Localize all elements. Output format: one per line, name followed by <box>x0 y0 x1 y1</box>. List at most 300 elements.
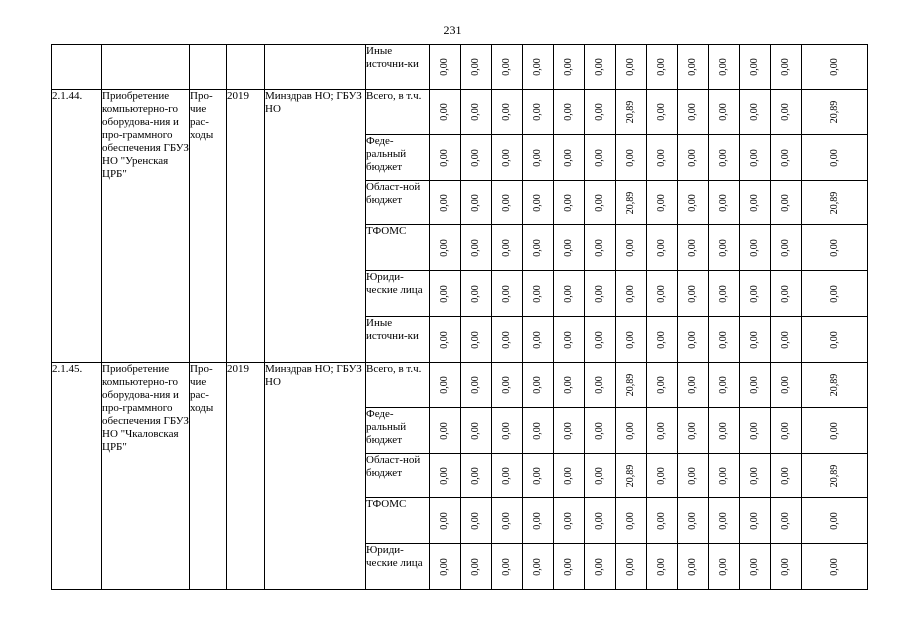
value-cell <box>492 544 523 590</box>
value-cell <box>616 498 647 544</box>
value-text: 0,00 <box>470 557 481 576</box>
value-text: 0,00 <box>501 376 512 394</box>
value-cell <box>678 408 709 454</box>
item-code: 2.1.45. <box>52 363 102 590</box>
source-cell: Област-ной бюджет <box>366 181 430 225</box>
value-text: 0,00 <box>594 284 605 303</box>
value-text: 0,00 <box>625 284 636 303</box>
value-cell <box>647 498 678 544</box>
source-cell: Всего, в т.ч. <box>366 90 430 135</box>
value-cell <box>647 181 678 225</box>
value-text: 0,00 <box>594 466 605 485</box>
value-cell <box>802 181 868 225</box>
value-text: 0,00 <box>532 193 543 212</box>
value-cell <box>585 90 616 135</box>
value-text: 0,00 <box>656 238 667 257</box>
value-text: 0,00 <box>828 284 840 303</box>
value-cell <box>492 317 523 363</box>
value-text: 0,00 <box>780 511 791 530</box>
value-text: 20,89 <box>828 373 840 397</box>
source-cell: Феде-ральный бюджет <box>366 408 430 454</box>
item-executor: Минздрав НО; ГБУЗ НО <box>265 363 366 590</box>
value-text: 0,00 <box>656 284 667 303</box>
value-text: 0,00 <box>501 511 512 530</box>
value-text: 0,00 <box>656 511 667 530</box>
value-cell <box>585 317 616 363</box>
value-text: 0,00 <box>780 466 791 485</box>
value-cell <box>461 363 492 408</box>
value-text: 0,00 <box>656 103 667 121</box>
value-text: 0,00 <box>687 148 698 167</box>
value-text: 0,00 <box>687 58 698 76</box>
value-text: 0,00 <box>470 421 481 440</box>
value-cell <box>461 225 492 271</box>
value-text: 0,00 <box>828 238 840 257</box>
value-text: 0,00 <box>718 58 729 76</box>
value-cell <box>771 363 802 408</box>
value-text: 0,00 <box>687 421 698 440</box>
value-text: 0,00 <box>828 330 840 349</box>
value-text: 0,00 <box>625 330 636 349</box>
value-text: 0,00 <box>687 330 698 349</box>
value-text: 0,00 <box>625 511 636 530</box>
value-text: 0,00 <box>749 148 760 167</box>
value-text: 0,00 <box>749 421 760 440</box>
value-cell <box>430 135 461 181</box>
value-text: 0,00 <box>625 557 636 576</box>
value-text: 0,00 <box>501 238 512 257</box>
value-cell <box>678 454 709 498</box>
value-text: 0,00 <box>594 330 605 349</box>
value-text: 0,00 <box>780 330 791 349</box>
value-cell <box>802 135 868 181</box>
value-cell <box>523 90 554 135</box>
value-text: 0,00 <box>501 421 512 440</box>
value-text: 0,00 <box>780 376 791 394</box>
value-text: 0,00 <box>532 466 543 485</box>
value-cell <box>616 544 647 590</box>
value-cell <box>678 135 709 181</box>
value-text: 0,00 <box>625 421 636 440</box>
empty-cell <box>265 45 366 90</box>
value-cell <box>492 225 523 271</box>
value-cell <box>678 317 709 363</box>
item-code: 2.1.44. <box>52 90 102 363</box>
value-text: 0,00 <box>749 284 760 303</box>
value-text: 0,00 <box>828 557 840 576</box>
value-text: 0,00 <box>718 421 729 440</box>
value-cell <box>678 498 709 544</box>
source-cell: ТФОМС <box>366 225 430 271</box>
value-text: 0,00 <box>594 376 605 394</box>
value-cell <box>740 544 771 590</box>
value-cell <box>709 90 740 135</box>
value-cell <box>647 408 678 454</box>
value-text: 0,00 <box>828 148 840 167</box>
item-name: Приобретение компьютерно-го оборудова-ния и про-граммного обеспечения ГБУЗ НО "Чкаловская ЦРБ" <box>102 363 190 590</box>
value-text: 0,00 <box>439 557 450 576</box>
value-text: 0,00 <box>532 238 543 257</box>
value-cell <box>740 181 771 225</box>
value-cell <box>647 317 678 363</box>
value-text: 0,00 <box>439 330 450 349</box>
value-cell <box>523 225 554 271</box>
value-text: 0,00 <box>532 148 543 167</box>
value-cell <box>430 90 461 135</box>
value-text: 0,00 <box>470 376 481 394</box>
value-cell <box>616 317 647 363</box>
value-cell <box>523 271 554 317</box>
value-text: 0,00 <box>749 330 760 349</box>
value-text: 0,00 <box>594 193 605 212</box>
value-cell <box>678 271 709 317</box>
value-text: 0,00 <box>656 58 667 76</box>
empty-cell <box>52 45 102 90</box>
value-cell <box>740 317 771 363</box>
value-text: 0,00 <box>501 466 512 485</box>
value-cell <box>554 317 585 363</box>
source-cell: Юриди-ческие лица <box>366 544 430 590</box>
value-cell <box>678 225 709 271</box>
value-text: 0,00 <box>749 466 760 485</box>
value-cell <box>554 408 585 454</box>
value-text: 20,89 <box>625 100 636 124</box>
value-cell <box>492 271 523 317</box>
value-cell <box>461 408 492 454</box>
value-cell <box>678 90 709 135</box>
value-text: 0,00 <box>749 557 760 576</box>
value-cell <box>647 544 678 590</box>
value-text: 0,00 <box>470 330 481 349</box>
value-cell <box>740 271 771 317</box>
value-cell <box>461 498 492 544</box>
empty-cell <box>190 45 227 90</box>
value-text: 0,00 <box>656 466 667 485</box>
value-text: 0,00 <box>439 58 450 76</box>
value-cell <box>430 363 461 408</box>
value-text: 0,00 <box>532 103 543 121</box>
value-cell <box>430 181 461 225</box>
value-cell <box>461 454 492 498</box>
value-cell <box>802 90 868 135</box>
value-text: 0,00 <box>687 284 698 303</box>
value-text: 0,00 <box>501 330 512 349</box>
value-text: 0,00 <box>625 238 636 257</box>
value-cell <box>461 181 492 225</box>
value-cell <box>740 45 771 90</box>
source-cell: ТФОМС <box>366 498 430 544</box>
value-cell <box>585 363 616 408</box>
value-cell <box>740 498 771 544</box>
value-cell <box>492 454 523 498</box>
value-cell <box>461 271 492 317</box>
value-cell <box>616 90 647 135</box>
value-text: 0,00 <box>563 330 574 349</box>
value-cell <box>802 498 868 544</box>
value-cell <box>492 135 523 181</box>
value-text: 0,00 <box>594 58 605 76</box>
value-text: 0,00 <box>656 193 667 212</box>
value-cell <box>616 408 647 454</box>
value-text: 0,00 <box>625 58 636 76</box>
value-text: 0,00 <box>780 193 791 212</box>
item-name: Приобретение компьютерно-го оборудова-ния и про-граммного обеспечения ГБУЗ НО "Уренская ЦРБ" <box>102 90 190 363</box>
value-cell <box>461 135 492 181</box>
value-text: 0,00 <box>749 511 760 530</box>
empty-cell <box>227 45 265 90</box>
value-cell <box>492 408 523 454</box>
value-text: 0,00 <box>439 376 450 394</box>
value-text: 20,89 <box>828 464 840 487</box>
value-cell <box>709 544 740 590</box>
value-cell <box>430 271 461 317</box>
value-cell <box>647 135 678 181</box>
value-text: 0,00 <box>656 557 667 576</box>
table-row <box>52 45 868 90</box>
value-text: 0,00 <box>501 557 512 576</box>
value-cell <box>709 317 740 363</box>
table-row <box>52 90 868 135</box>
value-cell <box>585 135 616 181</box>
value-text: 0,00 <box>687 511 698 530</box>
value-text: 0,00 <box>470 193 481 212</box>
value-text: 0,00 <box>828 511 840 530</box>
value-cell <box>554 363 585 408</box>
value-cell <box>709 498 740 544</box>
value-cell <box>802 225 868 271</box>
source-cell: Иные источни-ки <box>366 45 430 90</box>
value-cell <box>802 317 868 363</box>
value-text: 0,00 <box>439 466 450 485</box>
value-cell <box>771 454 802 498</box>
value-text: 0,00 <box>563 148 574 167</box>
value-text: 0,00 <box>563 58 574 76</box>
value-text: 0,00 <box>656 148 667 167</box>
value-cell <box>430 317 461 363</box>
value-cell <box>430 454 461 498</box>
value-cell <box>554 498 585 544</box>
value-text: 0,00 <box>501 284 512 303</box>
value-cell <box>647 363 678 408</box>
value-cell <box>523 181 554 225</box>
item-type: Про-чие рас-ходы <box>190 90 227 363</box>
value-text: 0,00 <box>687 557 698 576</box>
value-cell <box>709 225 740 271</box>
value-text: 0,00 <box>470 511 481 530</box>
value-text: 0,00 <box>687 238 698 257</box>
value-text: 0,00 <box>532 511 543 530</box>
value-text: 20,89 <box>625 373 636 397</box>
value-text: 0,00 <box>718 376 729 394</box>
value-text: 0,00 <box>656 376 667 394</box>
value-text: 0,00 <box>594 557 605 576</box>
source-cell: Област-ной бюджет <box>366 454 430 498</box>
value-cell <box>523 45 554 90</box>
value-cell <box>802 45 868 90</box>
value-cell <box>678 363 709 408</box>
value-text: 0,00 <box>749 193 760 212</box>
value-cell <box>802 544 868 590</box>
value-cell <box>678 45 709 90</box>
empty-cell <box>102 45 190 90</box>
value-text: 0,00 <box>718 511 729 530</box>
value-text: 0,00 <box>625 148 636 167</box>
value-cell <box>771 317 802 363</box>
value-text: 0,00 <box>563 376 574 394</box>
value-text: 0,00 <box>656 330 667 349</box>
value-text: 0,00 <box>563 103 574 121</box>
value-text: 0,00 <box>563 238 574 257</box>
value-cell <box>585 45 616 90</box>
value-text: 0,00 <box>439 511 450 530</box>
value-cell <box>771 408 802 454</box>
value-cell <box>709 408 740 454</box>
value-cell <box>647 45 678 90</box>
value-text: 20,89 <box>625 191 636 214</box>
value-cell <box>585 544 616 590</box>
value-cell <box>585 454 616 498</box>
value-text: 0,00 <box>749 238 760 257</box>
financing-table <box>51 44 868 590</box>
value-text: 0,00 <box>439 421 450 440</box>
value-text: 0,00 <box>532 58 543 76</box>
source-cell: Иные источни-ки <box>366 317 430 363</box>
value-text: 0,00 <box>470 238 481 257</box>
value-text: 0,00 <box>687 376 698 394</box>
value-cell <box>771 544 802 590</box>
value-text: 0,00 <box>780 421 791 440</box>
value-text: 0,00 <box>563 511 574 530</box>
value-text: 0,00 <box>470 58 481 76</box>
value-cell <box>740 135 771 181</box>
page-number: 231 <box>443 23 462 37</box>
value-cell <box>523 363 554 408</box>
value-cell <box>771 45 802 90</box>
value-cell <box>709 45 740 90</box>
item-year: 2019 <box>227 363 265 590</box>
value-text: 0,00 <box>718 103 729 121</box>
value-text: 20,89 <box>625 464 636 487</box>
value-text: 0,00 <box>501 103 512 121</box>
value-text: 0,00 <box>501 193 512 212</box>
value-cell <box>554 271 585 317</box>
value-text: 0,00 <box>656 421 667 440</box>
value-cell <box>430 408 461 454</box>
value-text: 0,00 <box>439 103 450 121</box>
table-row <box>52 363 868 408</box>
value-text: 0,00 <box>749 58 760 76</box>
value-text: 0,00 <box>439 284 450 303</box>
value-cell <box>554 135 585 181</box>
value-text: 0,00 <box>749 376 760 394</box>
value-cell <box>616 181 647 225</box>
value-text: 0,00 <box>718 193 729 212</box>
value-cell <box>554 90 585 135</box>
value-cell <box>616 45 647 90</box>
value-cell <box>802 363 868 408</box>
value-text: 0,00 <box>439 193 450 212</box>
value-text: 0,00 <box>718 330 729 349</box>
value-cell <box>523 135 554 181</box>
value-text: 0,00 <box>718 238 729 257</box>
value-cell <box>647 225 678 271</box>
value-cell <box>430 225 461 271</box>
value-cell <box>771 498 802 544</box>
value-cell <box>585 408 616 454</box>
value-cell <box>771 135 802 181</box>
value-text: 0,00 <box>439 238 450 257</box>
value-cell <box>554 45 585 90</box>
value-cell <box>616 225 647 271</box>
value-text: 0,00 <box>563 193 574 212</box>
value-cell <box>771 90 802 135</box>
value-cell <box>585 225 616 271</box>
value-cell <box>771 271 802 317</box>
value-text: 0,00 <box>470 284 481 303</box>
value-cell <box>740 454 771 498</box>
value-text: 0,00 <box>563 284 574 303</box>
value-cell <box>585 498 616 544</box>
value-cell <box>430 498 461 544</box>
item-type: Про-чие рас-ходы <box>190 363 227 590</box>
value-cell <box>554 544 585 590</box>
value-text: 0,00 <box>594 103 605 121</box>
value-cell <box>492 45 523 90</box>
source-cell: Юриди-ческие лица <box>366 271 430 317</box>
value-cell <box>523 454 554 498</box>
value-text: 0,00 <box>780 58 791 76</box>
value-text: 0,00 <box>780 103 791 121</box>
value-cell <box>771 181 802 225</box>
value-cell <box>430 544 461 590</box>
value-cell <box>647 271 678 317</box>
value-cell <box>771 225 802 271</box>
value-cell <box>740 408 771 454</box>
value-text: 0,00 <box>563 466 574 485</box>
value-cell <box>616 135 647 181</box>
value-cell <box>709 271 740 317</box>
value-text: 0,00 <box>532 557 543 576</box>
value-text: 0,00 <box>594 148 605 167</box>
value-text: 0,00 <box>470 103 481 121</box>
value-text: 0,00 <box>594 421 605 440</box>
value-cell <box>461 45 492 90</box>
value-cell <box>740 225 771 271</box>
value-cell <box>647 454 678 498</box>
value-text: 0,00 <box>780 557 791 576</box>
value-text: 0,00 <box>532 376 543 394</box>
value-text: 0,00 <box>470 466 481 485</box>
value-cell <box>554 181 585 225</box>
value-text: 0,00 <box>501 58 512 76</box>
value-text: 0,00 <box>828 58 840 76</box>
value-cell <box>740 90 771 135</box>
source-cell: Всего, в т.ч. <box>366 363 430 408</box>
value-cell <box>802 408 868 454</box>
value-cell <box>616 271 647 317</box>
value-text: 0,00 <box>687 466 698 485</box>
value-text: 0,00 <box>532 284 543 303</box>
value-cell <box>461 317 492 363</box>
value-cell <box>430 45 461 90</box>
value-cell <box>554 454 585 498</box>
value-text: 0,00 <box>828 421 840 440</box>
value-cell <box>709 363 740 408</box>
value-cell <box>802 271 868 317</box>
value-text: 0,00 <box>532 421 543 440</box>
value-cell <box>616 363 647 408</box>
value-text: 0,00 <box>687 103 698 121</box>
